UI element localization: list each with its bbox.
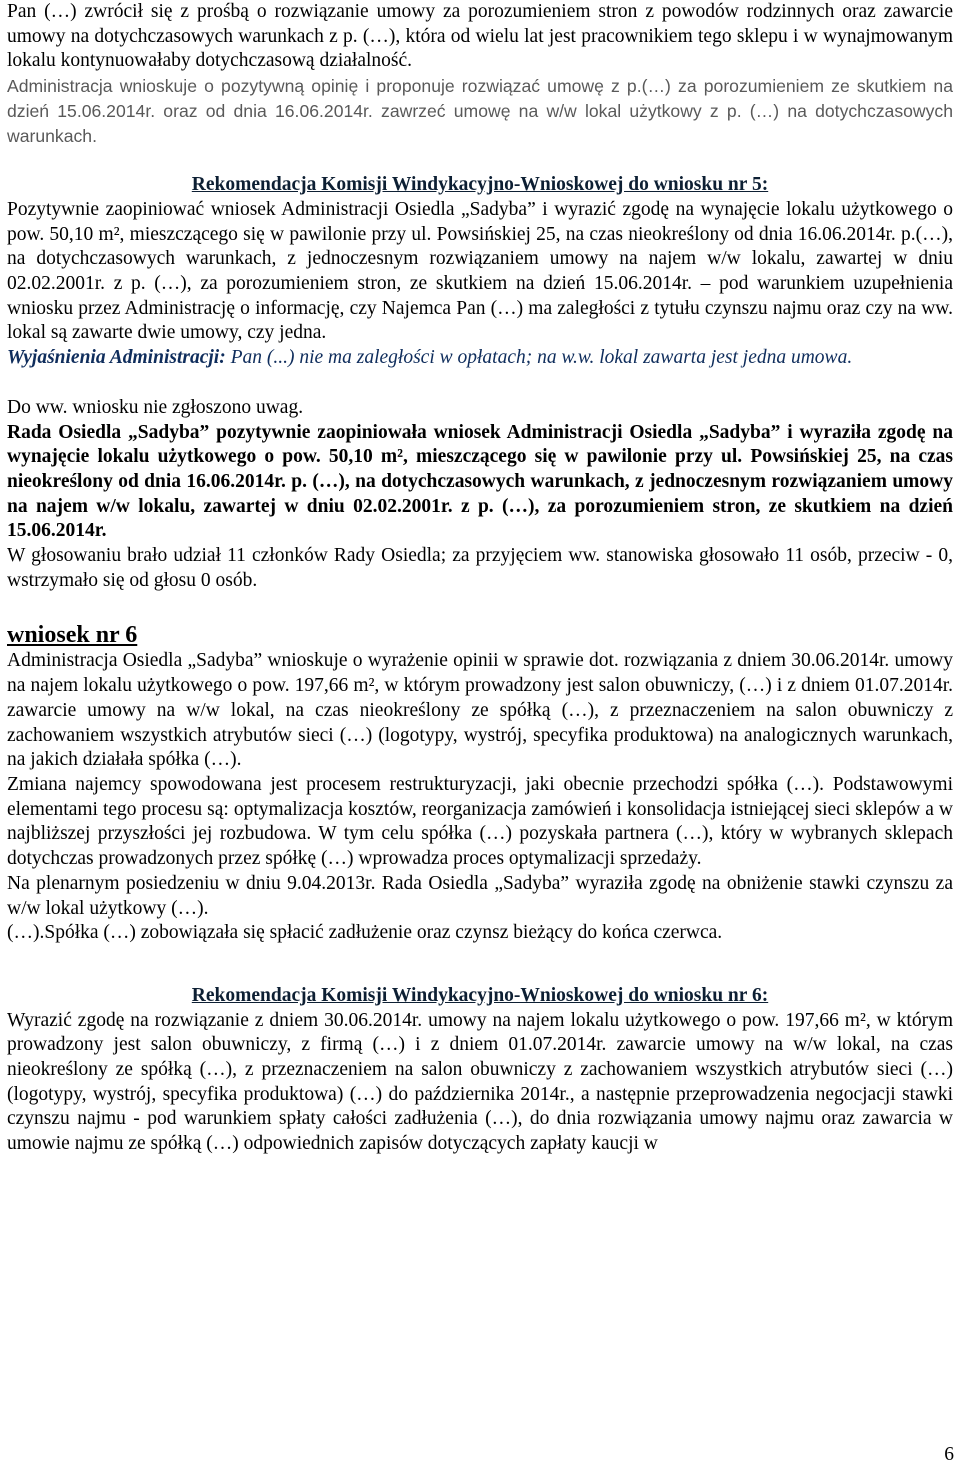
council-decision-5: Rada Osiedla „Sadyba” pozytywnie zaopiniowała wniosek Administracji Osiedla „Sadyba” i wyraziła zgodę na wynajęcie lokalu użytkowego o pow. 50,10 m², mieszczącego się w pawilonie przy ul. Powsińskiej 25, na czas nieokreślony od dnia 16.06.2014r. p. (…), na dotychczasowych warunkach, z jednoczesnym rozwiązaniem umowy na najem w/w lokalu, zawartej w dniu 02.02.2001r. z p. (…), za porozumieniem stron, ze skutkiem na dzień 15.06.2014r. [7, 421, 953, 542]
recommendation-6-title: Rekomendacja Komisji Windykacyjno-Wnioskowej do wniosku nr 6: [191, 984, 769, 1006]
wniosek-6-paragraph-1: Administracja Osiedla „Sadyba” wnioskuje o wyrażenie opinii w sprawie dot. rozwiązania z dniem 30.06.2014r. umowy na najem lokalu użytkowego o pow. 197,66 m², w którym prowadzony jest salon obuwniczy, (…) i z dniem 01.07.2014r. zawarcie umowy na w/w lokal, na czas nieokreślony ze spółką (…), z przeznaczeniem na salon obuwniczy z zachowaniem wszystkich atrybutów sieci (…) (logotypy, wystrój, specyfika produktowa) na analogicznych warunkach, na jakich działała spółka (…). [7, 650, 953, 771]
wniosek-6-paragraph-4: (…).Spółka (…) zobowiązała się spłacić zadłużenie oraz czynsz bieżący do końca czerwca. [7, 922, 723, 944]
recommendation-5-body: Pozytywnie zaopiniować wniosek Administracji Osiedla „Sadyba” i wyrazić zgodę na wynajęcie lokalu użytkowego o pow. 50,10 m², mieszczącego się w pawilonie przy ul. Powsińskiej 25, na czas nieokreślony od dnia 16.06.2014r. p.(…), na dotychczasowych warunkach, z jednoczesnym rozwiązaniem umowy na najem w/w lokalu, zawartej w dniu 02.02.2001r. z p. (…), za porozumieniem stron, ze skutkiem na dzień 15.06.2014r. – pod warunkiem uzupełnienia wniosku przez Administrację o informację, czy Najemca Pan (…) ma zaległości z tytułu czynszu najmu oraz czy na ww. lokal są zawarte dwie umowy, czy jedna. [7, 198, 953, 344]
vote-result-5: W głosowaniu brało udział 11 członków Rady Osiedla; za przyjęciem ww. stanowiska głosowało 11 osób, przeciw - 0, wstrzymało się od głosu 0 osób. [7, 545, 953, 591]
wniosek-6-paragraph-2: Zmiana najemcy spowodowana jest procesem restrukturyzacji, jaki obecnie przechodzi spółka (…). Podstawowymi elementami tego procesu są: optymalizacja kosztów, reorganizacja zamówień i konsolidacja istniejącej sieci sklepów a w najbliższej przyszłości jej rozbudowa. W tym celu spółka (…) pozyskała partnera (…), który w wybranych sklepach dotychczas prowadzonych przez spółkę (…) wprowadza proces optymalizacji sprzedaży. [7, 773, 953, 870]
paragraph-administration-proposal: Administracja wnioskuje o pozytywną opinię i proponuje rozwiązać umowę z p.(…) za porozumieniem ze skutkiem na dzień 15.06.2014r. oraz od dnia 16.06.2014r. zawrzeć umowę na w/w lokal użytkowy z p. (…) na dotychczasowych warunkach. [7, 76, 953, 146]
spacer [7, 148, 953, 173]
explanation-label: Wyjaśnienia Administracji: [7, 347, 226, 369]
spacer [7, 593, 953, 621]
page-number: 6 [944, 1444, 954, 1466]
paragraph-request: Pan (…) zwrócił się z prośbą o rozwiązanie umowy za porozumieniem stron z powodów rodzinnych oraz zawarcie umowy na dotychczasowych warunkach z p. (…), która od wielu lat jest pracownikiem tego sklepu i w wynajmowanym lokalu kontynuowałaby dotychczasową działalność. [7, 1, 953, 72]
no-remarks-note: Do ww. wniosku nie zgłoszono uwag. [7, 396, 304, 418]
recommendation-6-body: Wyrazić zgodę na rozwiązanie z dniem 30.06.2014r. umowy na najem lokalu użytkowego o pow. 197,66 m², w którym prowadzony jest salon obuwniczy, z firmą (…) i z dniem 01.07.2014r. zawarcie umowy na w/w lokal, na czas nieokreślony ze spółką (…), z przeznaczeniem na salon obuwniczy z zachowaniem wszystkich atrybutów sieci (…) (logotypy, wystrój, specyfika produktowa) (…) do października 2014r., a następnie przeprowadzenia negocjacji stawki czynszu najmu - pod warunkiem spłaty całości zadłużenia (…), do dnia rozwiązania umowy najmu oraz zawarcia w umowie najmu ze spółką (…) odpowiednich zapisów dotyczących zapłaty kaucji w [7, 1009, 953, 1155]
wniosek-6-paragraph-3: Na plenarnym posiedzeniu w dniu 9.04.2013r. Rada Osiedla „Sadyba” wyraziła zgodę na obniżenie stawki czynszu za w/w lokal użytkowy (…). [7, 872, 953, 919]
recommendation-5-title: Rekomendacja Komisji Windykacyjno-Wnioskowej do wniosku nr 5: [191, 174, 769, 196]
explanation-text: Pan (...) nie ma zaległości w opłatach; na w.w. lokal zawarta jest jedna umowa. [225, 347, 853, 369]
section-heading-wniosek-6: wniosek nr 6 [7, 622, 138, 649]
administration-explanation [7, 346, 953, 371]
spacer [7, 371, 953, 396]
spacer [7, 946, 953, 984]
